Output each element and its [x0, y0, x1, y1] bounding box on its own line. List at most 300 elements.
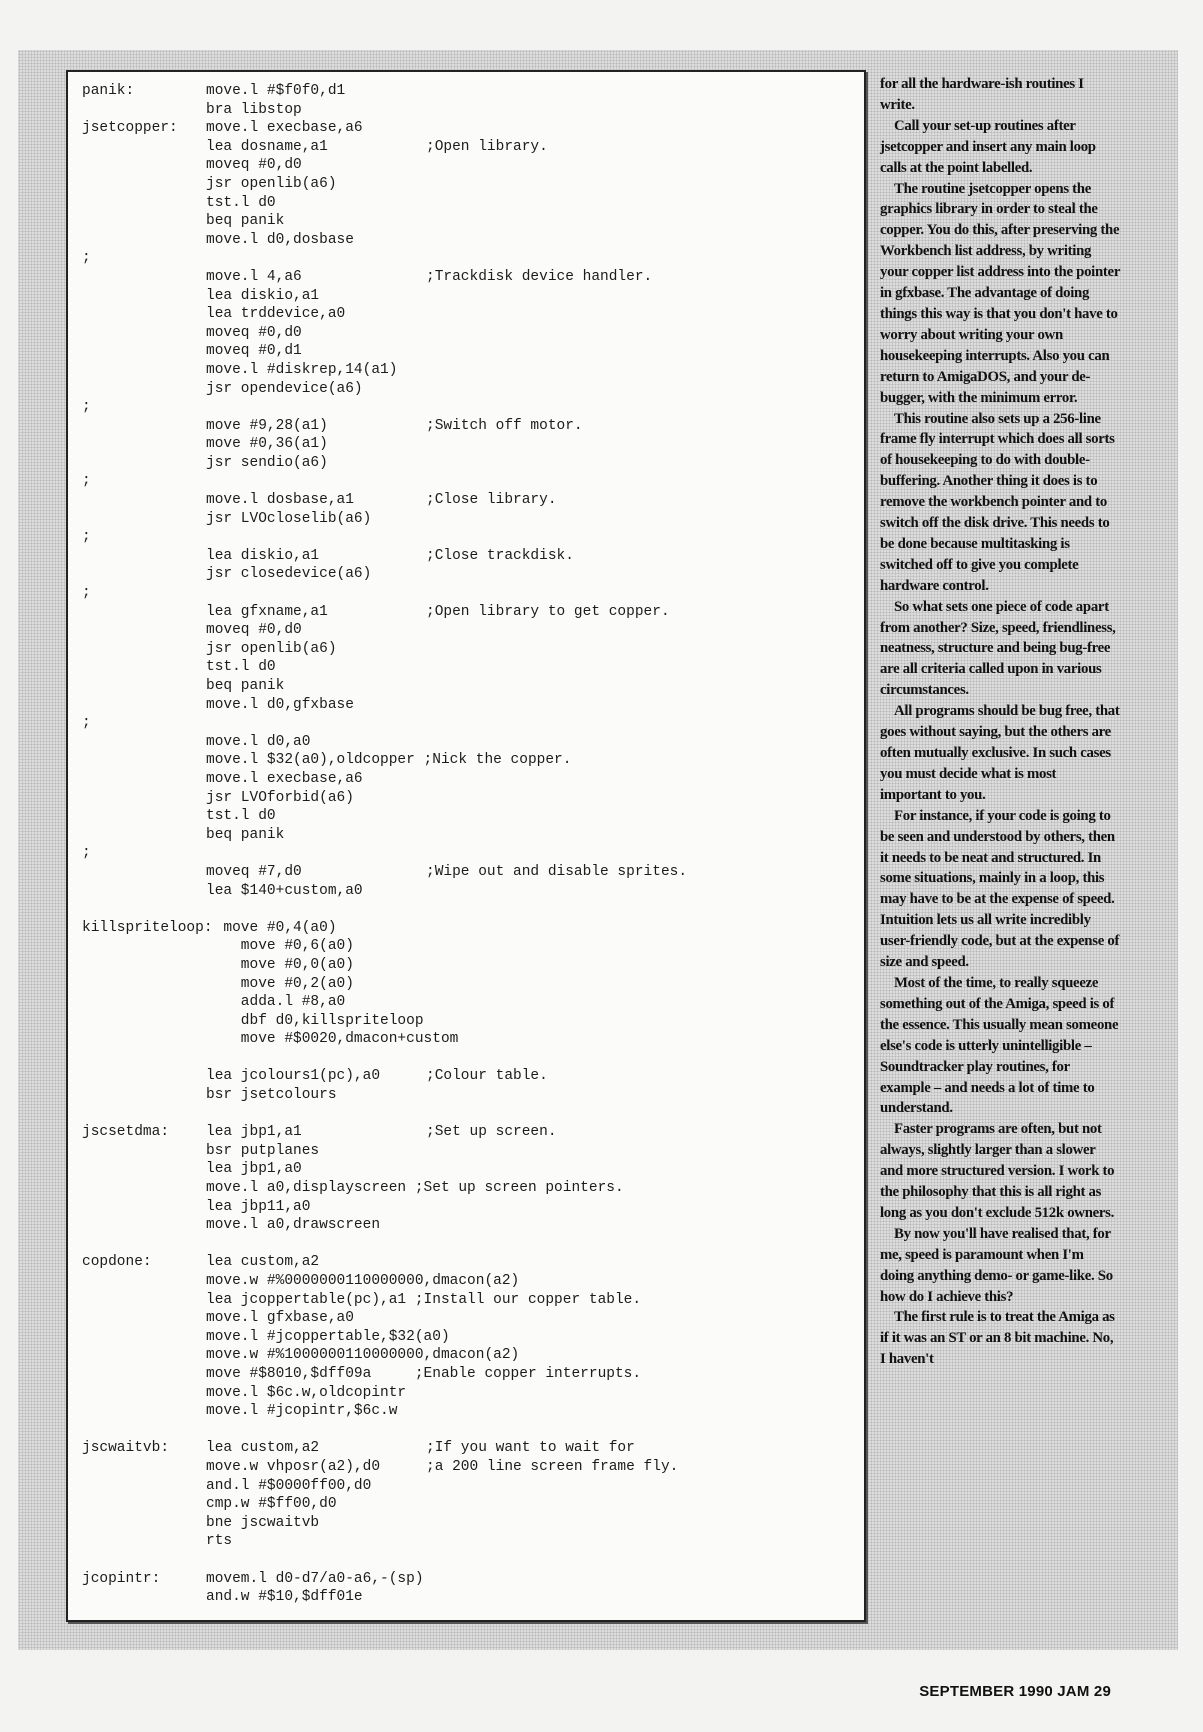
- article-paragraph: So what sets one piece of code apart from another? Size, speed, friendliness, neatness, structure and being bug-free are all criteria called upon in various circumstances.: [880, 598, 1116, 699]
- code-instruction: move #$0020,dmacon+custom: [206, 1031, 459, 1048]
- code-label: copdone:: [82, 1254, 152, 1271]
- code-line: [82, 1384, 854, 1403]
- code-instruction: [206, 528, 426, 547]
- code-line: [82, 1198, 854, 1217]
- code-instruction: jsr openlib(a6): [206, 640, 337, 657]
- code-instruction: beq panik: [206, 213, 285, 230]
- code-line: [82, 565, 854, 584]
- code-instruction: lea diskio,a1: [206, 287, 320, 304]
- code-comment: [426, 919, 854, 938]
- code-listing: [82, 82, 854, 1607]
- code-instruction: [206, 472, 426, 491]
- code-line: [82, 1291, 854, 1310]
- code-line: [82, 919, 854, 938]
- code-line: [82, 1532, 854, 1551]
- code-instruction: jsr LVOforbid(a6): [206, 789, 354, 806]
- article-paragraph: Call your set-up routines after jsetcopper and insert any main loop calls at the point labelled.: [880, 117, 1096, 176]
- code-label: [82, 101, 206, 120]
- code-instruction: lea $140+custom,a0: [206, 882, 363, 899]
- code-label: [82, 696, 206, 715]
- code-label: [82, 1588, 206, 1607]
- code-comment: [426, 1179, 854, 1198]
- code-line: [82, 1030, 854, 1049]
- code-line: [82, 510, 854, 529]
- page-footer: SEPTEMBER 1990 JAM 29: [919, 1683, 1111, 1700]
- code-line: [82, 287, 854, 306]
- code-label: [82, 547, 206, 566]
- code-instruction: jsr sendio(a6): [206, 454, 328, 471]
- code-line: [82, 1570, 854, 1589]
- code-label: [82, 733, 206, 752]
- code-line: [82, 1551, 854, 1570]
- code-line: [82, 993, 854, 1012]
- code-label: [82, 751, 206, 770]
- code-instruction: [206, 398, 426, 417]
- code-line: [82, 1012, 854, 1031]
- code-label: [82, 287, 206, 306]
- code-comment: [426, 1477, 854, 1496]
- code-line: [82, 119, 854, 138]
- code-comment: [426, 1309, 854, 1328]
- code-line: [82, 1105, 854, 1124]
- article-paragraph: By now you'll have realised that, for me, speed is paramount when I'm doing anything demo- or game-like. So how do I achieve this?: [880, 1225, 1113, 1305]
- code-label: [82, 417, 206, 436]
- code-label: [82, 770, 206, 789]
- code-label: [82, 1384, 206, 1403]
- code-line: [82, 584, 854, 603]
- code-line: [82, 1477, 854, 1496]
- code-comment: [426, 1551, 854, 1570]
- code-line: [82, 1086, 854, 1105]
- code-instruction: [206, 1049, 426, 1068]
- code-line: [82, 975, 854, 994]
- code-line: [82, 361, 854, 380]
- code-comment: [426, 101, 854, 120]
- code-comment: [426, 1142, 854, 1161]
- code-label: [82, 863, 206, 882]
- code-label: ;: [82, 845, 91, 862]
- code-label: [82, 956, 206, 975]
- code-label: [82, 1291, 206, 1310]
- article-paragraph: All programs should be bug free, that goes without saying, but the others are often mutually exclusive. In such cases you must decide what is most important to you.: [880, 703, 1120, 803]
- article-paragraph: This routine also sets up a 256-line frame fly interrupt which does all sorts of housekeeping to do with double-buffering. Another thing it does is to remove the workbench pointer and to switch off the disk drive. This needs to be done because multitasking is switched off to give you complete hardware control.: [880, 410, 1115, 594]
- code-comment: [426, 770, 854, 789]
- code-line: [82, 472, 854, 491]
- code-instruction: bsr jsetcolours: [206, 1087, 337, 1104]
- code-comment: [426, 937, 854, 956]
- code-line: [82, 1421, 854, 1440]
- code-label: [82, 937, 206, 956]
- code-comment: [426, 528, 854, 547]
- code-label: [82, 342, 206, 361]
- code-line: [82, 342, 854, 361]
- code-label: [82, 194, 206, 213]
- code-line: [82, 138, 854, 157]
- code-line: [82, 1328, 854, 1347]
- code-instruction: lea diskio,a1: [206, 547, 320, 564]
- code-comment: [426, 1495, 854, 1514]
- code-line: [82, 398, 854, 417]
- code-instruction: move #9,28(a1): [206, 417, 328, 434]
- code-comment: [426, 435, 854, 454]
- code-comment: [426, 733, 854, 752]
- code-instruction: [206, 249, 426, 268]
- code-label: ;: [82, 529, 91, 546]
- code-label: [82, 1160, 206, 1179]
- code-label: panik:: [82, 83, 135, 99]
- code-line: [82, 1179, 854, 1198]
- code-instruction: move.l d0,a0: [206, 733, 311, 750]
- code-label: [82, 993, 206, 1012]
- code-label: ;: [82, 473, 91, 490]
- code-line: [82, 863, 854, 882]
- code-instruction: move.l dosbase,a1: [206, 492, 354, 509]
- code-label: [82, 1328, 206, 1347]
- code-comment: [426, 175, 854, 194]
- code-instruction: [206, 1421, 426, 1440]
- code-instruction: move.w vhposr(a2),d0: [206, 1458, 381, 1475]
- code-comment: [426, 1198, 854, 1217]
- code-label: [82, 1179, 206, 1198]
- code-instruction: beq panik: [206, 678, 285, 694]
- code-comment: [426, 212, 854, 231]
- code-line: [82, 231, 854, 250]
- code-line: [82, 1142, 854, 1161]
- code-comment: [426, 1160, 854, 1179]
- code-label: [82, 1477, 206, 1496]
- code-comment: [426, 119, 854, 138]
- code-instruction: move.l 4,a6: [206, 268, 302, 285]
- code-instruction: move #0,0(a0): [206, 956, 354, 973]
- code-line: [82, 1309, 854, 1328]
- code-label: [82, 1458, 206, 1477]
- code-comment: ;Colour table.: [426, 1068, 548, 1085]
- code-comment: [426, 1365, 854, 1384]
- code-comment: [426, 882, 854, 901]
- code-label: [82, 380, 206, 399]
- code-line: [82, 677, 854, 696]
- code-instruction: move #0,6(a0): [206, 938, 354, 955]
- code-instruction: [206, 1235, 426, 1254]
- code-line: [82, 733, 854, 752]
- code-comment: [426, 975, 854, 994]
- code-instruction: move.l $32(a0),oldcopper ;Nick the copper.: [206, 752, 572, 769]
- code-line: [82, 454, 854, 473]
- code-comment: [426, 1402, 854, 1421]
- code-line: [82, 900, 854, 919]
- code-label: [82, 1067, 206, 1086]
- code-comment: [426, 1570, 854, 1589]
- code-label: [82, 454, 206, 473]
- code-label: [82, 175, 206, 194]
- code-label: [82, 156, 206, 175]
- code-label: [82, 565, 206, 584]
- code-comment: [426, 714, 854, 733]
- code-label: killspriteloop:: [82, 919, 213, 936]
- code-comment: ;Set up screen.: [426, 1124, 557, 1141]
- code-label: [82, 1086, 206, 1105]
- code-comment: [426, 1291, 854, 1310]
- code-instruction: move.l d0,dosbase: [206, 231, 354, 248]
- code-line: [82, 1514, 854, 1533]
- code-comment: ;If you want to wait for: [426, 1440, 635, 1457]
- code-comment: [426, 751, 854, 770]
- code-label: [82, 1402, 206, 1421]
- code-label: [82, 900, 206, 919]
- code-instruction: moveq #0,d1: [206, 343, 302, 360]
- code-instruction: and.l #$0000ff00,d0: [206, 1477, 372, 1494]
- code-comment: [426, 584, 854, 603]
- code-label: [82, 324, 206, 343]
- code-comment: [426, 1588, 854, 1607]
- code-label: [82, 1030, 206, 1049]
- code-comment: [426, 324, 854, 343]
- code-line: [82, 82, 854, 101]
- code-label: jscwaitvb:: [82, 1440, 170, 1457]
- code-comment: ;Open library to get copper.: [426, 603, 670, 620]
- code-label: [82, 491, 206, 510]
- code-label: [82, 435, 206, 454]
- code-instruction: jsr opendevice(a6): [206, 380, 363, 397]
- code-label: jscsetdma:: [82, 1124, 170, 1141]
- code-line: [82, 156, 854, 175]
- code-instruction: [206, 844, 426, 863]
- code-instruction: lea trddevice,a0: [206, 306, 346, 323]
- code-comment: [426, 1384, 854, 1403]
- code-label: ;: [82, 585, 91, 602]
- code-instruction: moveq #7,d0: [206, 863, 302, 880]
- code-instruction: moveq #0,d0: [206, 622, 302, 639]
- code-line: [82, 194, 854, 213]
- code-instruction: move #0,36(a1): [206, 436, 328, 453]
- code-comment: [426, 398, 854, 417]
- code-comment: [426, 1346, 854, 1365]
- article-paragraph: The first rule is to treat the Amiga as if it was an ST or an 8 bit machine. No, I haven't: [880, 1309, 1115, 1368]
- code-line: [82, 528, 854, 547]
- code-line: [82, 1272, 854, 1291]
- code-instruction: move.w #%1000000110000000,dmacon(a2): [206, 1347, 520, 1364]
- code-comment: [426, 900, 854, 919]
- code-comment: [426, 1328, 854, 1347]
- code-line: [82, 1123, 854, 1142]
- code-label: [82, 231, 206, 250]
- code-instruction: lea jcoppertable(pc),a1 ;Install our copper table.: [206, 1291, 642, 1308]
- code-comment: [426, 1272, 854, 1291]
- code-instruction: [206, 584, 426, 603]
- article-paragraph: Most of the time, to really squeeze something out of the Amiga, speed is of the essence. This usually mean someone else's code is utterly unintelligible – Soundtracker play routines, for example – and needs a lot of time to understand.: [880, 974, 1119, 1117]
- code-comment: [426, 1421, 854, 1440]
- code-label: [82, 268, 206, 287]
- code-comment: [426, 342, 854, 361]
- code-comment: [426, 156, 854, 175]
- code-listing-box: [66, 70, 866, 1622]
- code-instruction: movem.l d0-d7/a0-a6,-(sp): [206, 1570, 424, 1587]
- code-line: [82, 882, 854, 901]
- code-instruction: move.l d0,gfxbase: [206, 696, 354, 713]
- code-label: [82, 658, 206, 677]
- code-comment: [426, 249, 854, 268]
- code-comment: [426, 826, 854, 845]
- code-instruction: move.l gfxbase,a0: [206, 1310, 354, 1327]
- code-label: [82, 1012, 206, 1031]
- code-line: [82, 1253, 854, 1272]
- code-comment: ;Trackdisk device handler.: [426, 268, 653, 285]
- code-instruction: bsr putplanes: [206, 1142, 320, 1159]
- code-line: [82, 175, 854, 194]
- article-paragraph: for all the hardware-ish routines I write.: [880, 76, 1084, 113]
- code-comment: ;Switch off motor.: [426, 417, 583, 434]
- code-label: [82, 807, 206, 826]
- code-comment: [426, 380, 854, 399]
- code-label: [82, 138, 206, 157]
- code-line: [82, 212, 854, 231]
- code-line: [82, 640, 854, 659]
- code-comment: [426, 1105, 854, 1124]
- code-label: [82, 1365, 206, 1384]
- code-instruction: beq panik: [206, 826, 285, 843]
- code-comment: [426, 287, 854, 306]
- code-line: [82, 789, 854, 808]
- code-instruction: jsr openlib(a6): [206, 175, 337, 192]
- code-instruction: lea jcolours1(pc),a0: [206, 1068, 381, 1085]
- code-label: [82, 1309, 206, 1328]
- code-line: [82, 603, 854, 622]
- code-comment: ;Close trackdisk.: [426, 547, 574, 564]
- code-line: [82, 547, 854, 566]
- code-instruction: dbf d0,killspriteloop: [206, 1012, 424, 1029]
- code-label: [82, 677, 206, 696]
- code-label: ;: [82, 399, 91, 416]
- code-label: jcopintr:: [82, 1570, 161, 1587]
- code-comment: [426, 454, 854, 473]
- code-label: [82, 1514, 206, 1533]
- code-line: [82, 305, 854, 324]
- code-comment: [426, 1049, 854, 1068]
- article-text-column: [880, 74, 1120, 1370]
- code-label: [82, 510, 206, 529]
- code-comment: [426, 361, 854, 380]
- code-instruction: move.l a0,displayscreen ;Set up screen pointers.: [206, 1180, 624, 1197]
- code-comment: [426, 510, 854, 529]
- code-line: [82, 1049, 854, 1068]
- code-comment: [426, 82, 854, 101]
- code-instruction: [206, 1551, 426, 1570]
- code-comment: [426, 305, 854, 324]
- code-comment: [426, 1235, 854, 1254]
- code-instruction: move #$8010,$dff09a ;Enable copper interrupts.: [206, 1365, 642, 1382]
- code-instruction: move #0,4(a0): [206, 919, 337, 936]
- code-instruction: lea gfxname,a1: [206, 603, 328, 620]
- code-label: [82, 1216, 206, 1235]
- code-instruction: cmp.w #$ff00,d0: [206, 1496, 337, 1513]
- code-label: [82, 1235, 206, 1254]
- article-paragraph: Faster programs are often, but not always, slightly larger than a slower and more structured version. I work to the philosophy that this is all right as long as you don't exclude 512k owners.: [880, 1121, 1115, 1221]
- code-comment: [426, 956, 854, 975]
- article-paragraph: The routine jsetcopper opens the graphics library in order to steal the copper. You do this, after preserving the Workbench list address, by writing your copper list address into the pointer in gfxbase. The advantage of doing things this way is that you don't have to worry about writing your own housekeeping interrupts. Also you can return to AmigaDOS, and your de-bugger, with the minimum error.: [880, 180, 1120, 406]
- code-comment: [426, 807, 854, 826]
- code-label: [82, 789, 206, 808]
- code-line: [82, 1067, 854, 1086]
- code-comment: [426, 677, 854, 696]
- article-paragraph: For instance, if your code is going to be seen and understood by others, then it needs to be neat and structured. In some situations, mainly in a loop, this may have to be at the expense of speed. Intuition lets us all write incredibly user-friendly code, but at the expense of size and speed.: [880, 807, 1120, 971]
- code-line: [82, 380, 854, 399]
- code-instruction: move #0,2(a0): [206, 975, 354, 992]
- code-instruction: lea dosname,a1: [206, 138, 328, 155]
- code-instruction: lea jbp1,a0: [206, 1161, 302, 1178]
- code-line: [82, 937, 854, 956]
- code-line: [82, 1160, 854, 1179]
- code-label: [82, 1105, 206, 1124]
- code-instruction: bra libstop: [206, 101, 302, 118]
- code-instruction: lea custom,a2: [206, 1254, 320, 1271]
- code-instruction: move.l execbase,a6: [206, 120, 363, 137]
- code-comment: ;Close library.: [426, 492, 557, 509]
- code-comment: [426, 472, 854, 491]
- code-label: [82, 603, 206, 622]
- code-label: [82, 305, 206, 324]
- code-instruction: move.w #%0000000110000000,dmacon(a2): [206, 1273, 520, 1289]
- code-comment: ;Open library.: [426, 138, 548, 155]
- code-comment: [426, 993, 854, 1012]
- code-line: [82, 1402, 854, 1421]
- code-label: [82, 1495, 206, 1514]
- code-line: [82, 1346, 854, 1365]
- code-comment: [426, 565, 854, 584]
- code-comment: [426, 1532, 854, 1551]
- code-comment: [426, 1514, 854, 1533]
- code-instruction: [206, 1105, 426, 1124]
- code-line: [82, 770, 854, 789]
- code-comment: [426, 1253, 854, 1272]
- code-label: [82, 1198, 206, 1217]
- code-line: [82, 268, 854, 287]
- code-instruction: move.l #jcopintr,$6c.w: [206, 1403, 398, 1420]
- code-comment: ;Wipe out and disable sprites.: [426, 863, 688, 880]
- code-instruction: jsr closedevice(a6): [206, 566, 372, 583]
- code-label: [82, 621, 206, 640]
- code-line: [82, 324, 854, 343]
- code-label: [82, 640, 206, 659]
- code-instruction: move.l #jcoppertable,$32(a0): [206, 1328, 450, 1345]
- code-comment: [426, 231, 854, 250]
- code-line: [82, 1439, 854, 1458]
- code-comment: ;a 200 line screen frame fly.: [426, 1458, 679, 1475]
- code-comment: [426, 1030, 854, 1049]
- code-label: [82, 1142, 206, 1161]
- code-instruction: lea jbp11,a0: [206, 1198, 311, 1215]
- code-line: [82, 956, 854, 975]
- code-instruction: [206, 900, 426, 919]
- code-instruction: move.l #$f0f0,d1: [206, 83, 346, 99]
- code-instruction: bne jscwaitvb: [206, 1514, 320, 1531]
- code-line: [82, 844, 854, 863]
- code-label: [82, 361, 206, 380]
- code-comment: [426, 1086, 854, 1105]
- code-line: [82, 826, 854, 845]
- code-instruction: [206, 714, 426, 733]
- code-instruction: tst.l d0: [206, 808, 276, 825]
- code-line: [82, 1495, 854, 1514]
- code-instruction: tst.l d0: [206, 194, 276, 211]
- code-comment: [426, 194, 854, 213]
- code-label: [82, 212, 206, 231]
- code-instruction: jsr LVOcloselib(a6): [206, 510, 372, 527]
- code-line: [82, 1588, 854, 1607]
- code-comment: [426, 1012, 854, 1031]
- code-instruction: move.l #diskrep,14(a1): [206, 361, 398, 378]
- code-instruction: moveq #0,d0: [206, 324, 302, 341]
- code-line: [82, 249, 854, 268]
